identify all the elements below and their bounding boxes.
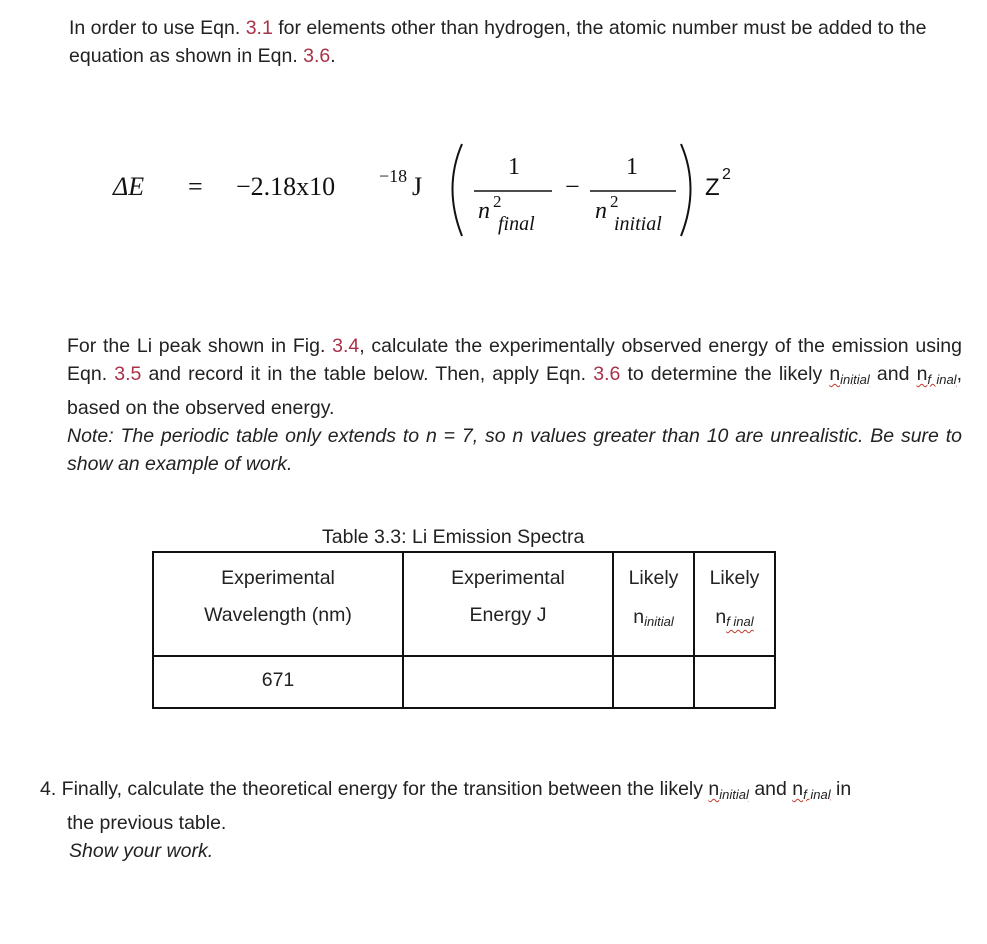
para2-text-3: , calculate the experimentally observed energy of the emission using Eqn. [67,335,962,385]
q4-and: and [748,778,793,800]
n-final-base: n [916,363,928,385]
row1-energy-cell[interactable] [403,656,613,708]
intro-text-1: In order to use Eqn. [69,17,246,39]
eq-z-sup: 2 [722,166,731,183]
intro-paragraph [69,14,949,70]
table-header-row [153,552,775,656]
eqn-3-6-link-2[interactable]: 3.6 [593,363,621,385]
q4-text-3: the previous table. [67,812,227,834]
para2-text-2: peak shown in Fig. [152,335,333,357]
n-final-sub: f inal [927,372,957,387]
header-n-final-line1: Likely [709,567,760,589]
q4-n-initial-base: n [708,778,720,800]
n-initial-term [829,363,869,385]
header-wavelength-line2: Wavelength (nm) [204,604,352,626]
eq-den-1-sup: 2 [493,192,502,211]
eq-lhs: ΔE [113,172,145,201]
eq-num-1: 1 [508,154,520,180]
q4-n-initial-term [708,778,748,800]
energy-equation [0,130,987,260]
emission-spectra-table [152,551,776,709]
eq-coefficient: −2.18x10 [236,172,336,201]
header-n-initial-line1: Likely [628,567,679,589]
header-n-final-base: n [715,606,727,628]
intro-text-3: . [330,45,336,67]
row1-n-final-cell[interactable] [694,656,775,708]
para2-text-5: to determine the likely [620,363,830,385]
fig-3-4-link[interactable]: 3.4 [332,335,360,357]
para2-text-1: For the Li [67,335,153,357]
q4-text-1: 4. Finally, calculate the theoretical energy for the transition between the likely [40,778,709,800]
eq-num-2: 1 [626,154,638,180]
para2-and: and [869,363,917,385]
row1-wavelength: 671 [261,669,295,691]
header-n-final-sub: f inal [726,614,754,629]
eqn-3-6-link[interactable]: 3.6 [303,45,331,67]
note-text: Note: The periodic table only extends to n = 7, so n values greater than 10 are unrealistic. Be sure to show an example of work. [67,425,962,475]
eq-den-1-base: n [478,198,490,224]
q4-text-2: in [830,778,852,800]
eq-den-2-base: n [595,198,607,224]
q4-n-final-term [792,778,830,800]
eqn-3-5-link[interactable]: 3.5 [114,363,142,385]
row1-wavelength-cell[interactable] [153,656,403,708]
q4-n-initial-sub: initial [719,787,749,802]
n-final-term [917,363,957,385]
eq-den-2-sub: initial [614,213,662,235]
eq-z-base: Z [705,174,720,201]
question-4 [40,775,970,865]
table-caption: Table 3.3: Li Emission Spectra [322,526,585,548]
header-n-initial [613,552,694,656]
row1-n-initial-cell[interactable] [613,656,694,708]
instructions-paragraph [67,332,962,478]
n-initial-sub: initial [840,372,870,387]
n-initial-base: n [829,363,841,385]
q4-n-final-sub: f inal [803,787,831,802]
eq-den-2-sup: 2 [610,192,619,211]
para2-text-6: , based on the observed energy. [67,363,962,419]
header-energy-line1: Experimental [451,567,565,589]
header-n-initial-base: n [633,606,645,628]
eq-equals: = [188,172,203,201]
header-n-final [694,552,775,656]
table-row [153,656,775,708]
eq-unit: J [412,172,423,201]
header-energy-line2: Energy J [469,604,547,626]
header-energy [403,552,613,656]
eq-den-1-sub: final [498,213,535,235]
header-wavelength [153,552,403,656]
intro-text-2: for elements other than hydrogen, the atomic number must be added to the equation as shown in Eqn. [69,17,927,67]
eq-exponent: −18 [379,166,408,186]
header-n-initial-sub: initial [644,614,674,629]
eq-minus: − [565,172,580,201]
header-wavelength-line1: Experimental [221,567,335,589]
eqn-3-1-link[interactable]: 3.1 [245,17,273,39]
q4-n-final-base: n [792,778,804,800]
para2-text-4: and record it in the table below. Then, apply Eqn. [141,363,594,385]
q4-text-4: Show your work. [69,840,214,862]
